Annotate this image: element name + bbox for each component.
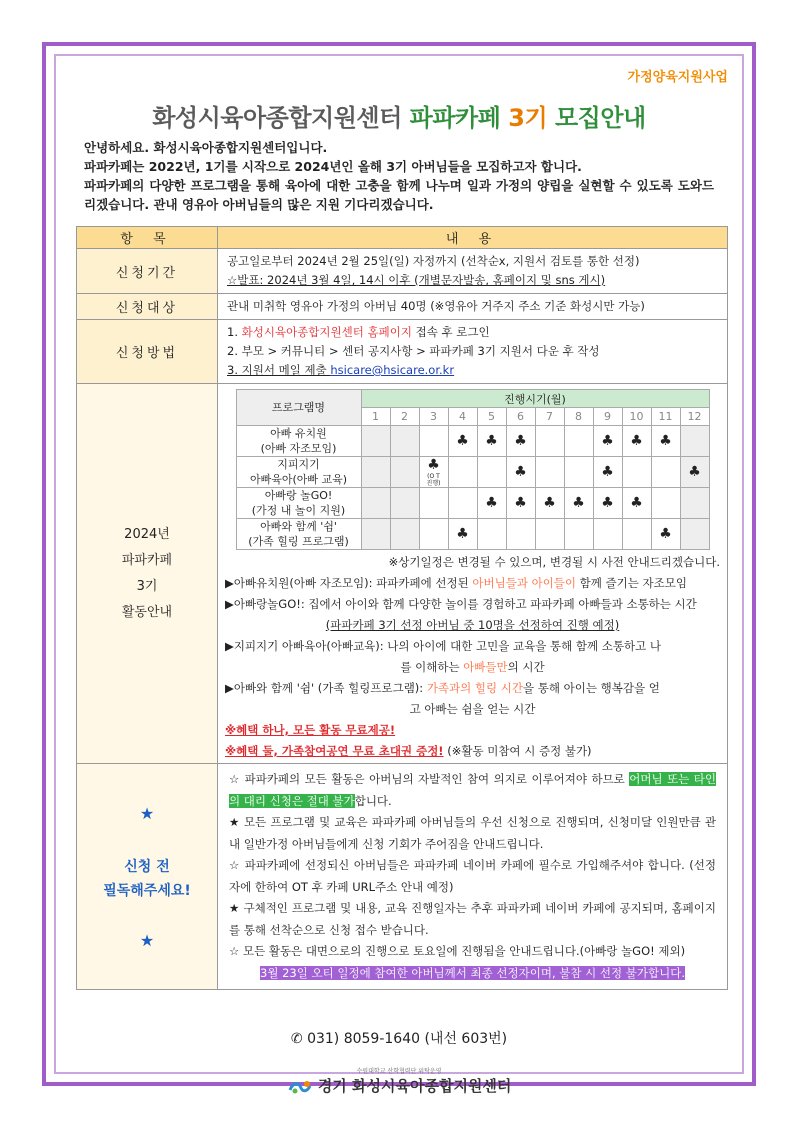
schedule-cell: [390, 426, 419, 457]
title-papa-cafe: 파파카페: [409, 104, 501, 132]
schedule-cell: [361, 519, 390, 550]
schedule-cell: [593, 426, 622, 457]
note-play: ▶아빠랑놀GO!: 집에서 아이와 함께 다양한 놀이를 경험하고 파파카페 아빠들과 소통하는 시간: [225, 597, 697, 611]
note-education-cont: 를 이해하는 아빠들만의 시간: [400, 660, 545, 674]
note-rest-cont: 고 아빠는 쉼을 얻는 시간: [409, 702, 536, 716]
month-header: 8: [564, 408, 593, 426]
schedule-cell: [535, 457, 564, 488]
method-label: 신청방법: [77, 320, 218, 384]
star-icon: ★: [139, 803, 155, 823]
warning-item-4: ★ 구체적인 프로그램 및 내용, 교육 진행일자는 추후 파파카페 네이버 카페에 공지되며, 홈페이지를 통해 선착순으로 신청 접수 받습니다.: [229, 901, 716, 937]
schedule-cell: [477, 457, 506, 488]
method-step-1: 1. 화성시육아종합지원센터 홈페이지 접속 후 로그인: [227, 325, 490, 339]
schedule-row: [236, 457, 709, 488]
schedule-cell: [477, 488, 506, 519]
month-header: 9: [593, 408, 622, 426]
warning-item-3: ☆ 파파카페에 선정되신 아버님들은 파파카페 네이버 카페에 필수로 가입해주셔야 합니다. (선정자에 한하여 OT 후 카페 URL주소 안내 예정): [229, 858, 716, 894]
homepage-link[interactable]: 화성시육아종합지원센터 홈페이지: [241, 325, 412, 339]
intro-line-3: 파파카페의 다양한 프로그램을 통해 육아에 대한 고충을 함께 나누며 일과 가정의 양립을 실현할 수 있도록 도와드리겠습니다. 관내 영유아 아버님들의 많은 지원 기다리겠습니다.: [84, 178, 714, 212]
schedule-cell: [419, 457, 448, 488]
program-name: 아빠랑 놀GO! (가정 내 놀이 지원): [236, 488, 361, 519]
note-rest: ▶아빠와 함께 '쉼' (가족 힐링프로그램): 가족과의 힐링 시간을 통해 아이는 행복감을 얻: [225, 681, 660, 695]
contact-phone: [56, 1028, 742, 1048]
schedule-cell: [477, 426, 506, 457]
page-title: [56, 98, 742, 133]
clover-icon: ♣: [514, 464, 527, 480]
warning-item-1: ☆ 파파카페의 모든 활동은 아버님의 자발적인 참여 의지로 이루어져야 하므로 어머님 또는 타인의 대리 신청은 절대 불가합니다.: [229, 772, 716, 808]
schedule-cell: [390, 488, 419, 519]
schedule-cell: [448, 426, 477, 457]
schedule-cell: [680, 519, 709, 550]
month-header: 6: [506, 408, 535, 426]
schedule-cell: [390, 457, 419, 488]
schedule-cell: [593, 488, 622, 519]
clover-icon: ♣: [485, 495, 498, 511]
method-content: [218, 320, 728, 384]
schedule-cell: [506, 488, 535, 519]
schedule-cell: [419, 519, 448, 550]
schedule-cell: [535, 426, 564, 457]
schedule-cell: [506, 426, 535, 457]
schedule-cell: [506, 457, 535, 488]
change-note: ※상기일정은 변경될 수 있으며, 변경될 시 사전 안내드리겠습니다.: [388, 555, 720, 569]
note-papa-kindergarten: ▶아빠유치원(아빠 자조모임): 파파카페에 선정된 아버님들과 아이들이 함께 즐기는 자조모임: [225, 576, 687, 590]
clover-icon: ♣: [688, 464, 701, 480]
period-label: 신청기간: [77, 249, 218, 294]
program-tag: 가정양육지원사업: [627, 70, 728, 85]
schedule-cell: [477, 519, 506, 550]
schedule-cell: [564, 457, 593, 488]
month-header: 4: [448, 408, 477, 426]
period-content: [218, 249, 728, 294]
month-header: 7: [535, 408, 564, 426]
clover-icon: ♣: [543, 495, 556, 511]
warning-content: [218, 764, 728, 990]
org-operator: 수원대학교 산학협력단 위탁운영: [356, 1068, 442, 1075]
warning-item-2: ★ 모든 프로그램 및 교육은 파파카페 아버님들의 우선 신청으로 진행되며, 신청미달 인원만큼 관내 일반가정 아버님들에게 신청 기회가 주어짐을 안내드립니다.: [229, 815, 716, 851]
note-play-sub: (파파카페 3기 선정 아버님 중 10명을 선정하여 진행 예정): [325, 618, 620, 632]
ot-note: (O T 진행): [426, 473, 441, 487]
month-header: 10: [622, 408, 651, 426]
schedule-cell: [622, 457, 651, 488]
phone-icon: ✆: [290, 1031, 303, 1047]
period-line-2: ☆발표: 2024년 3월 4일, 14시 이후 (개별문자발송, 홈페이지 및 sns 게시): [227, 273, 606, 287]
schedule-cell: [535, 488, 564, 519]
activity-label: 2024년 파파카페 3기 활동안내: [77, 384, 218, 764]
schedule-cell: [535, 519, 564, 550]
schedule-cell: [361, 488, 390, 519]
schedule-cell: [390, 519, 419, 550]
schedule-cell: [564, 488, 593, 519]
schedule-cell: [361, 457, 390, 488]
clover-icon: ♣: [427, 457, 440, 473]
intro-line-1: 안녕하세요. 화성시육아종합지원센터입니다.: [84, 140, 328, 155]
clover-icon: ♣: [601, 464, 614, 480]
schedule-cell: [680, 457, 709, 488]
clover-icon: ♣: [630, 433, 643, 449]
schedule-cell: [593, 519, 622, 550]
clover-icon: ♣: [659, 433, 672, 449]
title-gen: 3기: [508, 104, 548, 132]
note-education: ▶지피지기 아빠육아(아빠교육): 나의 아이에 대한 고민을 교육을 통해 함께 소통하고 나: [225, 639, 661, 653]
month-header: 2: [390, 408, 419, 426]
clover-icon: ♣: [601, 495, 614, 511]
period-header: 진행시기(월): [361, 390, 709, 408]
schedule-cell: [651, 519, 680, 550]
org-logo-icon: [287, 1078, 313, 1096]
clover-icon: ♣: [514, 433, 527, 449]
title-recruit: 모집안내: [555, 104, 646, 132]
month-header: 3: [419, 408, 448, 426]
program-name: 지피지기 아빠육아(아빠 교육): [236, 457, 361, 488]
info-table: [76, 226, 728, 990]
poster-frame: [42, 42, 756, 1095]
clover-icon: ♣: [456, 433, 469, 449]
title-center: 화성시육아종합지원센터: [152, 104, 402, 132]
month-header: 5: [477, 408, 506, 426]
month-header: 1: [361, 408, 390, 426]
target-label: 신청대상: [77, 294, 218, 320]
schedule-cell: [622, 519, 651, 550]
clover-icon: ♣: [572, 495, 585, 511]
warning-item-6: 3월 23일 오티 일정에 참여한 아버님께서 최종 선정자이며, 불참 시 선정 불가합니다.: [260, 965, 685, 980]
poster-inner: [54, 54, 744, 1095]
col-header-item: 항 목: [77, 227, 218, 249]
schedule-cell: [651, 426, 680, 457]
footer-org: [56, 1066, 742, 1096]
clover-icon: ♣: [630, 495, 643, 511]
clover-icon: ♣: [485, 433, 498, 449]
month-header: 12: [680, 408, 709, 426]
schedule-cell: [361, 426, 390, 457]
intro-line-2: 파파카페는 2022년, 1기를 시작으로 2024년인 올해 3기 아버님들을 모집하고자 합니다.: [84, 159, 582, 174]
warning-label: ★ 신청 전 필독해주세요! ★: [77, 764, 218, 990]
schedule-cell: [448, 488, 477, 519]
program-header: 프로그램명: [236, 390, 361, 426]
email-link[interactable]: hsicare@hsicare.or.kr: [330, 363, 455, 377]
activity-notes: [219, 552, 726, 762]
clover-icon: ♣: [514, 495, 527, 511]
benefit-1: ※혜택 하나, 모든 활동 무료제공!: [225, 723, 396, 737]
schedule-cell: [564, 519, 593, 550]
clover-icon: ♣: [659, 526, 672, 542]
schedule-table: [236, 389, 710, 550]
schedule-cell: [564, 426, 593, 457]
schedule-cell: [593, 457, 622, 488]
clover-icon: ♣: [456, 526, 469, 542]
benefit-2: ※혜택 둘, 가족참여공연 무료 초대권 증정! (※활동 미참여 시 증정 불가): [225, 744, 592, 758]
program-name: 아빠 유치원 (아빠 자조모임): [236, 426, 361, 457]
schedule-cell: [622, 488, 651, 519]
month-header: 11: [651, 408, 680, 426]
activity-content: [218, 384, 728, 764]
schedule-row: [236, 488, 709, 519]
target-text: 관내 미취학 영유아 가정의 아버님 40명 (※영유아 거주지 주소 기준 화성시만 가능): [227, 299, 645, 313]
target-content: [218, 294, 728, 320]
schedule-cell: [448, 457, 477, 488]
schedule-cell: [651, 457, 680, 488]
clover-icon: ♣: [601, 433, 614, 449]
schedule-cell: [680, 488, 709, 519]
star-icon: ★: [139, 930, 155, 950]
schedule-cell: [419, 488, 448, 519]
schedule-cell: [506, 519, 535, 550]
schedule-cell: [622, 426, 651, 457]
period-line-1: 공고일로부터 2024년 2월 25일(일) 자정까지 (선착순x, 지원서 검토를 통한 선정): [227, 254, 640, 268]
method-step-3: 3. 지원서 메일 제출 hsicare@hsicare.or.kr: [227, 363, 455, 377]
method-step-2: 2. 부모 > 커뮤니티 > 센터 공지사항 > 파파카페 3기 지원서 다운 후 작성: [227, 344, 600, 358]
program-name: 아빠와 함께 '쉼' (가족 힐링 프로그램): [236, 519, 361, 550]
schedule-cell: [680, 426, 709, 457]
col-header-content: 내 용: [218, 227, 728, 249]
org-name: 경기 화성시육아종합지원센터: [317, 1077, 512, 1095]
schedule-row: [236, 519, 709, 550]
schedule-row: [236, 426, 709, 457]
intro-text: [84, 138, 714, 214]
warning-item-5: ☆ 모든 활동은 대면으로의 진행으로 토요일에 진행됨을 안내드립니다.(아빠랑 놀GO! 제외): [229, 944, 686, 958]
phone-number[interactable]: 031) 8059-1640 (내선 603번): [307, 1031, 508, 1047]
schedule-cell: [419, 426, 448, 457]
schedule-cell: [448, 519, 477, 550]
schedule-cell: [651, 488, 680, 519]
